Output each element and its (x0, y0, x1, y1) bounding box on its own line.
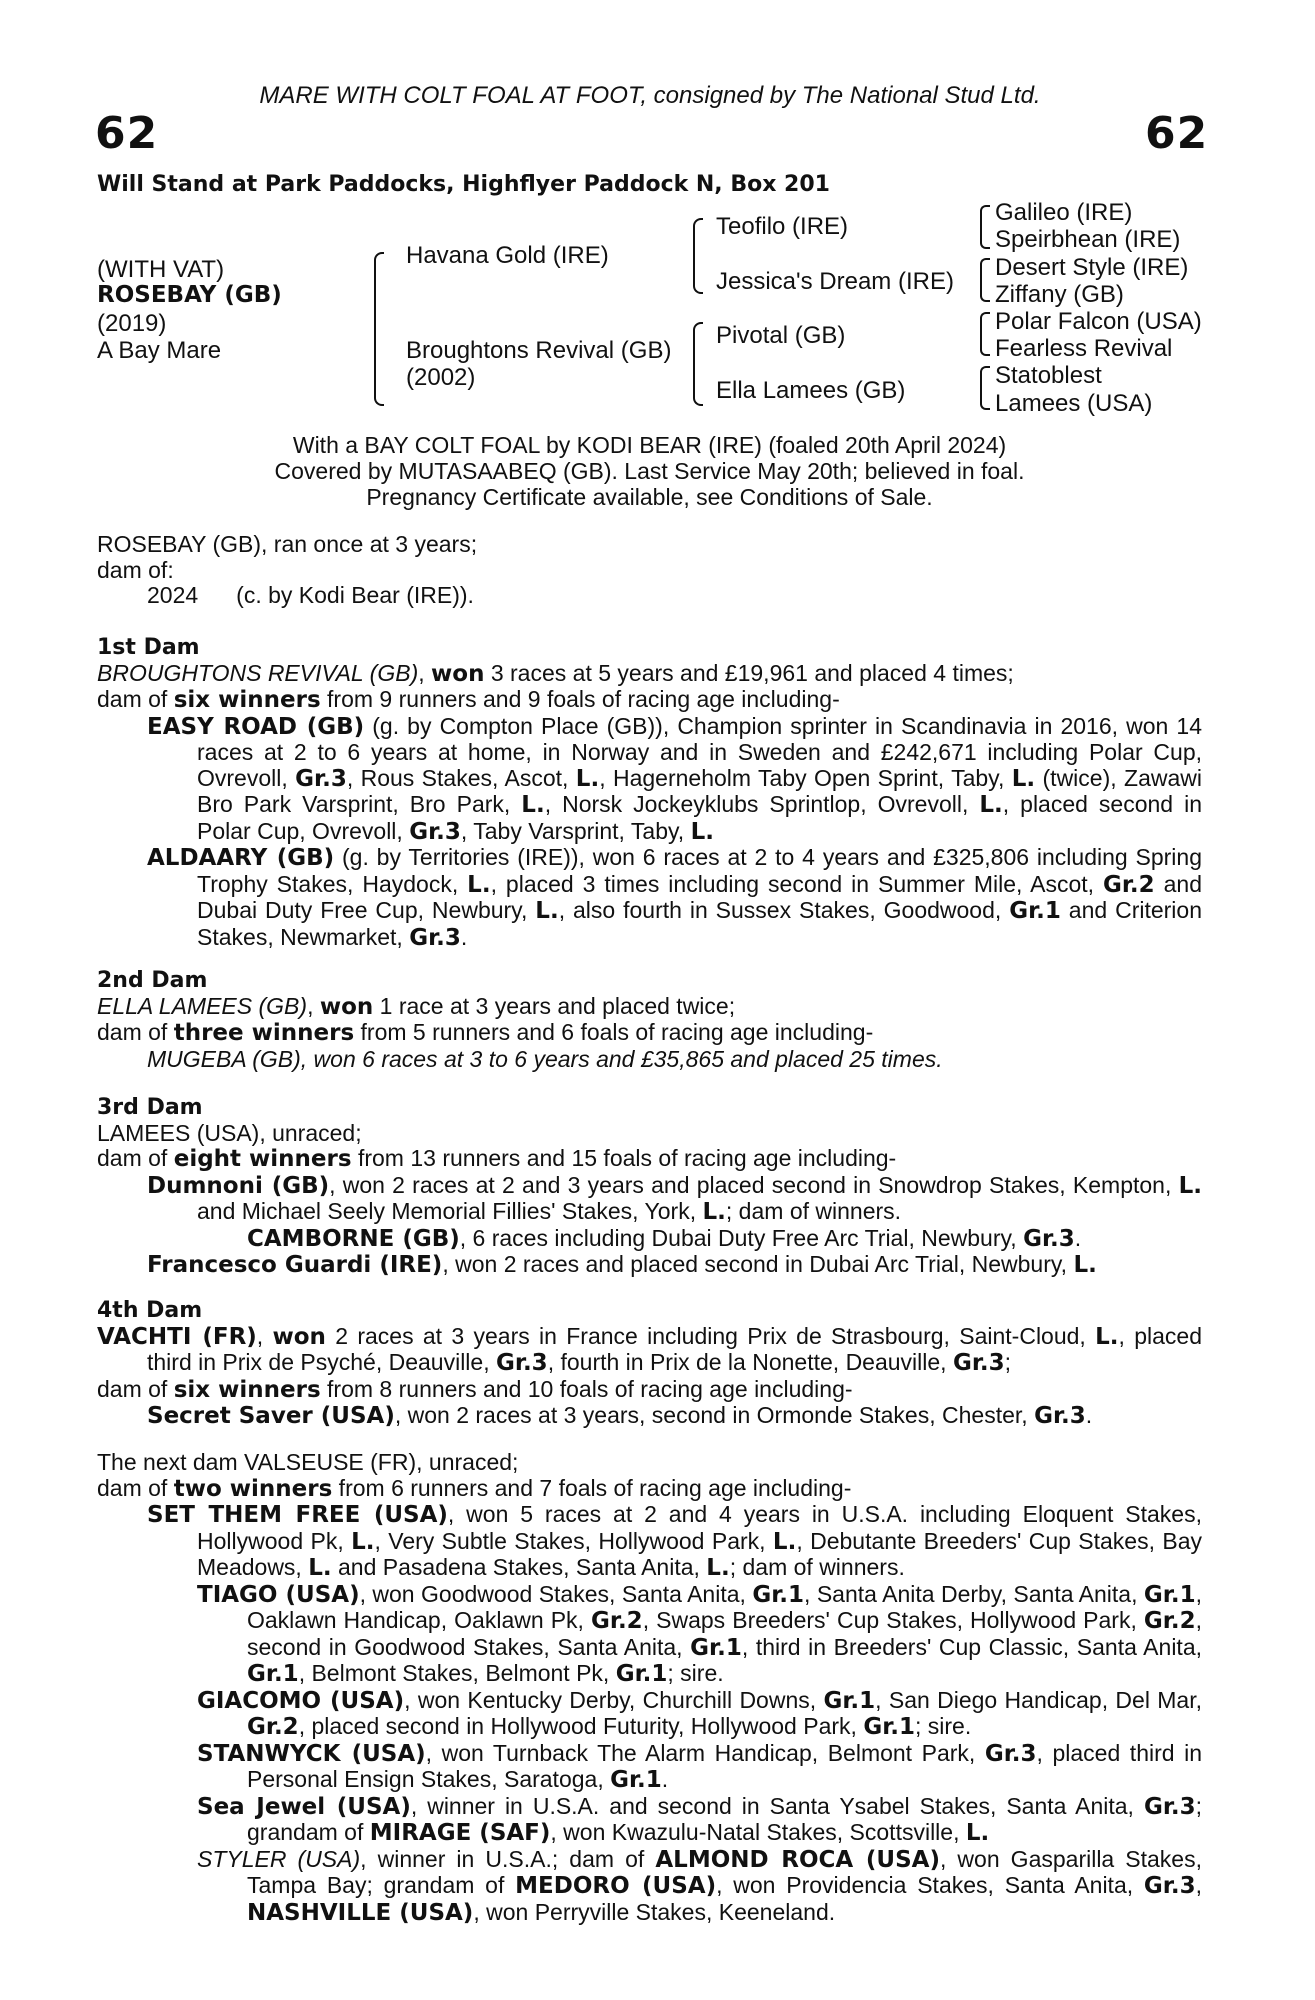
stand-location: Will Stand at Park Paddocks, Highflyer Paddock N, Box 201 (97, 172, 830, 197)
next-dam-horse-giacomo: GIACOMO (USA), won Kentucky Derby, Churchill Downs, Gr.1, San Diego Handicap, Del Mar, Gr.2, placed second in Hollywood Futurity, Hollywood Park, Gr.1; sire. (197, 1686, 1202, 1740)
pedigree-dam: Broughtons Revival (GB) (406, 337, 672, 364)
second-dam-horse-mugeba: MUGEBA (GB), won 6 races at 3 to 6 years and £35,865 and placed 25 times. (147, 1045, 943, 1072)
pedigree-sss: Galileo (IRE) (995, 199, 1133, 226)
next-dam-section (97, 1450, 1202, 1926)
pedigree-brace-ds (980, 312, 990, 356)
produce-entry (97, 583, 1202, 609)
consignment-line: MARE WITH COLT FOAL AT FOOT, consigned by The National Stud Ltd. (259, 82, 1041, 109)
pedigree-ssd: Speirbhean (IRE) (995, 226, 1181, 253)
first-dam-record: BROUGHTONS REVIVAL (GB), won 3 races at 5 years and £19,961 and placed 4 times; (97, 659, 1014, 687)
second-dam-title: 2nd Dam (97, 968, 208, 993)
third-dam-horse-camborne: CAMBORNE (GB), 6 races including Dubai Duty Free Arc Trial, Newbury, Gr.3. (247, 1224, 1082, 1252)
pedigree-dsd: Fearless Revival (995, 335, 1173, 362)
third-dam-horse-francesco-guardi: Francesco Guardi (IRE), won 2 races and placed second in Dubai Arc Trial, Newbury, L. (147, 1251, 1097, 1278)
fourth-dam-produce: dam of six winners from 8 runners and 10 foals of racing age including- (97, 1375, 853, 1403)
pedigree-sire: Havana Gold (IRE) (406, 242, 609, 269)
foal-line: With a BAY COLT FOAL by KODI BEAR (IRE) (foaled 20th April 2024) (292, 432, 1007, 458)
pregnancy-line: Pregnancy Certificate available, see Conditions of Sale. (366, 484, 933, 510)
first-dam-horse-aldaary: ALDAARY (GB) (g. by Territories (IRE)), won 6 races at 2 to 4 years and £325,806 including Spring Trophy Stakes, Haydock, L., placed 3 times including second in Summer Mile, Ascot, Gr.2 and Dubai Duty Free Cup, Newbury, L., also fourth in Sussex Stakes, Goodwood, Gr.1 and Criterion Stakes, Newmarket, Gr.3. (147, 844, 1202, 951)
fourth-dam-horse-secret-saver: Secret Saver (USA), won 2 races at 3 years, second in Ormonde Stakes, Chester, Gr.3. (147, 1402, 1093, 1429)
produce-detail: (c. by Kodi Bear (IRE)). (236, 582, 474, 608)
produce-line1: ROSEBAY (GB), ran once at 3 years; (97, 531, 478, 557)
third-dam-section (97, 1095, 1202, 1279)
pedigree-dss: Polar Falcon (USA) (995, 308, 1202, 335)
pedigree-brace-sd (980, 258, 990, 302)
fourth-dam-title: 4th Dam (97, 1298, 203, 1323)
next-dam-horse-styler: STYLER (USA), winner in U.S.A.; dam of ALMOND ROCA (USA), won Gasparilla Stakes, Tampa Bay; grandam of MEDORO (USA), won Providencia Stakes, Santa Anita, Gr.3, NASHVILLE (USA), won Perryville Stakes, Keeneland. (197, 1845, 1202, 1926)
pedigree-brace-dam (693, 322, 703, 406)
next-dam-horse-tiago: TIAGO (USA), won Goodwood Stakes, Santa Anita, Gr.1, Santa Anita Derby, Santa Anita, Gr.1, Oaklawn Handicap, Oaklawn Pk, Gr.2, Swaps Breeders' Cup Stakes, Hollywood Park, Gr.2, second in Goodwood Stakes, Santa Anita, Gr.1, third in Breeders' Cup Classic, Santa Anita, Gr.1, Belmont Stakes, Belmont Pk, Gr.1; sire. (197, 1580, 1203, 1687)
fourth-dam-record: VACHTI (FR), won 2 races at 3 years in France including Prix de Strasbourg, Saint-Cloud, L., placed third in Prix de Psyché, Deauville, Gr.3, fourth in Prix de la Nonette, Deauville, Gr.3; (97, 1322, 1203, 1376)
produce-line2: dam of: (97, 556, 174, 583)
lot-number-right: 62 (1145, 108, 1209, 159)
lot-number-left: 62 (95, 108, 159, 159)
second-dam-record: ELLA LAMEES (GB), won 1 race at 3 years and placed twice; (97, 992, 736, 1020)
pedigree-dam-year: (2002) (406, 364, 476, 391)
covered-line: Covered by MUTASAABEQ (GB). Last Service May 20th; believed in foal. (274, 458, 1025, 484)
next-dam-horse-stanwyck: STANWYCK (USA), won Turnback The Alarm Handicap, Belmont Park, Gr.3, placed third in Personal Ensign Stakes, Saratoga, Gr.1. (197, 1739, 1202, 1793)
next-dam-produce: dam of two winners from 6 runners and 7 foals of racing age including- (97, 1474, 852, 1502)
pedigree-ddd: Lamees (USA) (995, 390, 1153, 417)
pedigree-brace-ss (980, 205, 990, 249)
pedigree-sdd: Ziffany (GB) (995, 281, 1124, 308)
first-dam-section (97, 635, 1202, 951)
produce-year: 2024 (147, 582, 199, 608)
first-dam-title: 1st Dam (97, 635, 200, 660)
third-dam-title: 3rd Dam (97, 1095, 203, 1120)
next-dam-horse-sea-jewel: Sea Jewel (USA), winner in U.S.A. and second in Santa Ysabel Stakes, Santa Anita, Gr.3; grandam of MIRAGE (SAF), won Kwazulu-Natal Stakes, Scottsville, L. (197, 1792, 1203, 1846)
horse-description: A Bay Mare (97, 337, 222, 364)
pedigree-brace-main (374, 252, 384, 406)
second-dam-section (97, 968, 1202, 1072)
foal-notes (97, 432, 1202, 510)
pedigree-sire-sire: Teofilo (IRE) (716, 213, 849, 240)
third-dam-produce: dam of eight winners from 13 runners and 15 foals of racing age including- (97, 1145, 897, 1172)
pedigree-dds: Statoblest (995, 362, 1102, 389)
pedigree-dam-dam: Ella Lamees (GB) (716, 377, 906, 404)
first-dam-produce: dam of six winners from 9 runners and 9 foals of racing age including- (97, 686, 840, 713)
pedigree-dam-sire: Pivotal (GB) (716, 322, 846, 349)
next-dam-record: The next dam VALSEUSE (FR), unraced; (97, 1449, 519, 1475)
vat-label: (WITH VAT) (97, 256, 225, 283)
horse-name: ROSEBAY (GB) (97, 282, 282, 308)
pedigree-brace-dd (980, 366, 990, 410)
third-dam-record: LAMEES (USA), unraced; (97, 1119, 362, 1146)
third-dam-horse-dumnoni: Dumnoni (GB), won 2 races at 2 and 3 years and placed second in Snowdrop Stakes, Kempton, L. and Michael Seely Memorial Fillies' Stakes, York, L.; dam of winners. (147, 1171, 1202, 1225)
pedigree-sire-dam: Jessica's Dream (IRE) (716, 268, 954, 295)
fourth-dam-section (97, 1298, 1202, 1430)
horse-year: (2019) (97, 310, 167, 337)
produce-section (97, 532, 1202, 609)
second-dam-produce: dam of three winners from 5 runners and 6 foals of racing age including- (97, 1019, 874, 1046)
pedigree-brace-sire (693, 218, 703, 294)
first-dam-horse-easy-road: EASY ROAD (GB) (g. by Compton Place (GB)), Champion sprinter in Scandinavia in 2016, won 14 races at 2 to 6 years at home, in Norway and in Sweden and £242,671 including Polar Cup, Ovrevoll, Gr.3, Rous Stakes, Ascot, L., Hagerneholm Taby Open Sprint, Taby, L. (twice), Zawawi Bro Park Varsprint, Bro Park, L., Norsk Jockeyklubs Sprintlop, Ovrevoll, L., placed second in Polar Cup, Ovrevoll, Gr.3, Taby Varsprint, Taby, L. (147, 712, 1203, 845)
next-dam-horse-set-them-free: SET THEM FREE (USA), won 5 races at 2 and 4 years in U.S.A. including Eloquent Stakes, Hollywood Pk, L., Very Subtle Stakes, Hollywood Park, L., Debutante Breeders' Cup Stakes, Bay Meadows, L. and Pasadena Stakes, Santa Anita, L.; dam of winners. (147, 1501, 1202, 1581)
pedigree-sds: Desert Style (IRE) (995, 254, 1189, 281)
